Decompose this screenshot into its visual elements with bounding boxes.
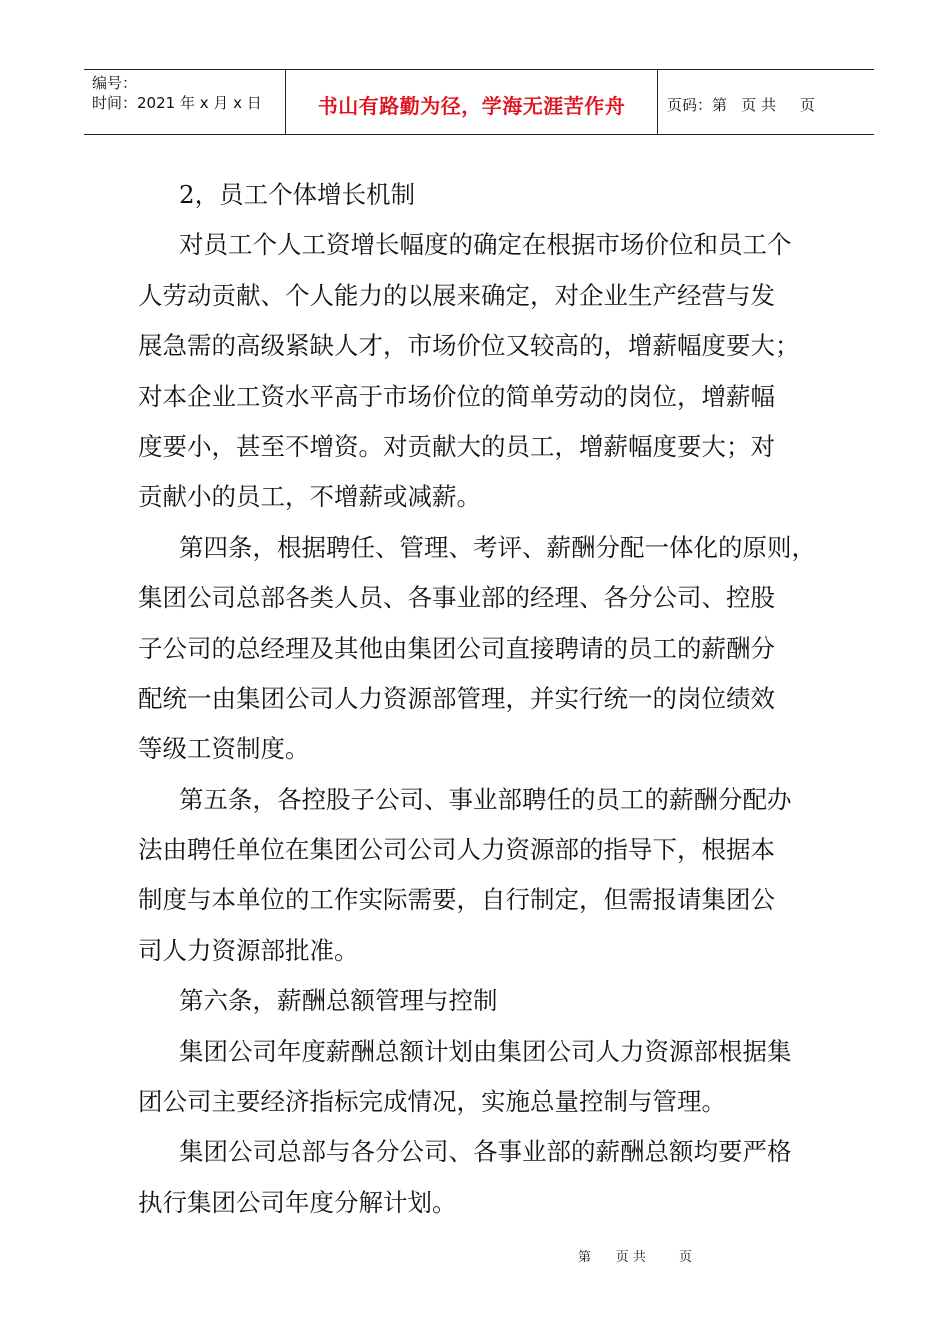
body-line: 度要小，甚至不增资。对贡献大的员工，增薪幅度要大；对 xyxy=(138,431,775,461)
body-line: 贡献小的员工，不增薪或减薪。 xyxy=(138,482,481,512)
header-meta xyxy=(84,70,286,134)
body-line: 2，员工个体增长机制 xyxy=(179,180,416,209)
body-line: 子公司的总经理及其他由集团公司直接聘请的员工的薪酬分 xyxy=(138,633,775,663)
body-line: 团公司主要经济指标完成情况，实施总量控制与管理。 xyxy=(138,1087,726,1117)
body-line: 制度与本单位的工作实际需要，自行制定，但需报请集团公 xyxy=(138,885,775,915)
body-line: 第六条，薪酬总额管理与控制 xyxy=(179,986,498,1016)
page-header xyxy=(84,69,874,135)
body-line: 法由聘任单位在集团公司公司人力资源部的指导下，根据本 xyxy=(138,835,775,865)
body-line: 司人力资源部批准。 xyxy=(138,935,359,965)
body-line: 执行集团公司年度分解计划。 xyxy=(138,1187,457,1217)
body-line: 第五条，各控股子公司、事业部聘任的员工的薪酬分配办 xyxy=(179,784,792,814)
body-line: 展急需的高级紧缺人才，市场价位又较高的，增薪幅度要大； xyxy=(138,331,800,361)
body-line: 集团公司总部各类人员、各事业部的经理、各分公司、控股 xyxy=(138,583,775,613)
header-page-code: 页码：第 页 共 页 xyxy=(667,95,815,114)
body-line: 等级工资制度。 xyxy=(138,734,310,764)
body-line: 对员工个人工资增长幅度的确定在根据市场价位和员工个 xyxy=(179,230,792,260)
body-line: 第四条，根据聘任、管理、考评、薪酬分配一体化的原则， xyxy=(179,532,816,562)
document-body xyxy=(138,174,838,1232)
document-date-label: 时间：2021 年 x 月 x 日 xyxy=(92,94,262,112)
body-line: 配统一由集团公司人力资源部管理，并实行统一的岗位绩效 xyxy=(138,683,775,713)
body-line: 人劳动贡献、个人能力的以展来确定，对企业生产经营与发 xyxy=(138,280,775,310)
header-motto: 书山有路勤为径，学海无涯苦作舟 xyxy=(286,70,658,134)
document-number-label: 编号： xyxy=(92,74,138,92)
footer-page-number: 第 页 共 页 xyxy=(578,1250,692,1265)
body-line: 集团公司总部与各分公司、各事业部的薪酬总额均要严格 xyxy=(179,1137,792,1167)
body-line: 对本企业工资水平高于市场价位的简单劳动的岗位，增薪幅 xyxy=(138,381,775,411)
body-line: 集团公司年度薪酬总额计划由集团公司人力资源部根据集 xyxy=(179,1036,792,1066)
